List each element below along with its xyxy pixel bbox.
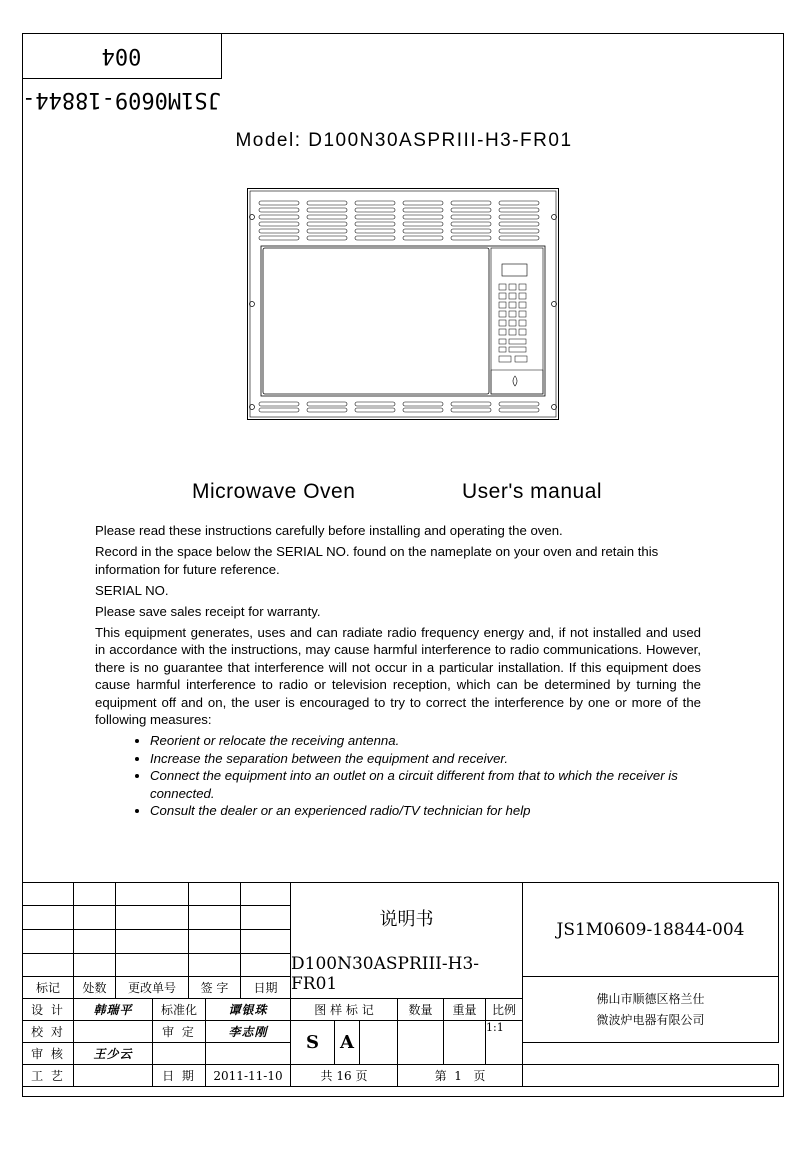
header-signature: 签 字 xyxy=(189,977,241,999)
document-code-stamp xyxy=(22,33,222,112)
header-count: 处数 xyxy=(74,977,116,999)
company-line-1: 佛山市顺德区格兰仕 xyxy=(596,991,705,1006)
model-line: Model: D100N30ASPRIII-H3-FR01 xyxy=(235,130,573,151)
receipt-text: Please save sales receipt for warranty. xyxy=(95,603,321,619)
intro-text: Please read these instructions carefully before installing and operating the oven. xyxy=(95,523,563,538)
stamp-code: JS1M0609-18844-004 xyxy=(22,43,221,112)
design-label: 设 计 xyxy=(23,999,74,1021)
scale-value: 1:1 xyxy=(486,1021,523,1065)
approve-signature: 李志刚 xyxy=(206,1021,291,1043)
serial-label: SERIAL NO. xyxy=(95,582,169,598)
company-line-2: 微波炉电器有限公司 xyxy=(596,1012,705,1027)
instructions-body xyxy=(95,522,701,820)
doc-title: 说明书 xyxy=(291,883,523,954)
audit-label: 审 核 xyxy=(23,1043,74,1065)
mark-a: A xyxy=(335,1021,360,1065)
audit-signature: 王少云 xyxy=(74,1043,153,1065)
std-signature: 谭银珠 xyxy=(206,999,291,1021)
check-label: 校 对 xyxy=(23,1021,74,1043)
title-block xyxy=(22,882,779,1087)
title-manual: User's manual xyxy=(462,480,603,503)
page-number: 第 1 页 xyxy=(398,1065,523,1087)
process-label: 工 艺 xyxy=(23,1065,74,1087)
drawing-mark-header: 图 样 标 记 xyxy=(291,999,398,1021)
scale-header: 比例 xyxy=(486,999,523,1021)
measures-list xyxy=(95,732,701,820)
list-item: • Connect the equipment into an outlet on a circuit different from that to which the receiver is connected. xyxy=(150,767,701,802)
record-text: Record in the space below the SERIAL NO. found on the nameplate on your oven and retain this information for future reference. xyxy=(95,544,659,577)
doc-code: JS1M0609-18844-004 xyxy=(523,883,779,977)
header-change-no: 更改单号 xyxy=(116,977,189,999)
doc-model: D100N30ASPRIII-H3-FR01 xyxy=(291,954,523,999)
weight-header: 重量 xyxy=(444,999,486,1021)
date-label: 日 期 xyxy=(153,1065,206,1087)
mark-s: S xyxy=(291,1021,335,1065)
list-item: • Increase the separation between the equipment and receiver. xyxy=(150,750,701,768)
header-mark: 标记 xyxy=(23,977,74,999)
fcc-text: This equipment generates, uses and can radiate radio frequency energy and, if not installed and used in accordance with the instructions, may cause harmful interference to radio communications. However, there is no guarantee that interference will not occur in a particular installation. If this equipment does cause harmful interference to radio or television reception, which can be determined by turning the equipment off and on, the user is encouraged to try to correct the interference by one or more of the following measures: xyxy=(95,624,701,727)
qty-header: 数量 xyxy=(398,999,444,1021)
company-name xyxy=(523,977,779,1043)
list-item: • Consult the dealer or an experienced radio/TV technician for help xyxy=(150,802,701,820)
microwave-oven-illustration xyxy=(247,188,559,420)
approve-label: 审 定 xyxy=(153,1021,206,1043)
std-label: 标准化 xyxy=(153,999,206,1021)
design-signature: 韩瑞平 xyxy=(74,999,153,1021)
list-item: • Reorient or relocate the receiving antenna. xyxy=(150,732,701,750)
header-date: 日期 xyxy=(241,977,291,999)
date-value: 2011-11-10 xyxy=(206,1065,291,1087)
title-product: Microwave Oven xyxy=(192,480,356,503)
total-pages: 共 16 页 xyxy=(291,1065,398,1087)
